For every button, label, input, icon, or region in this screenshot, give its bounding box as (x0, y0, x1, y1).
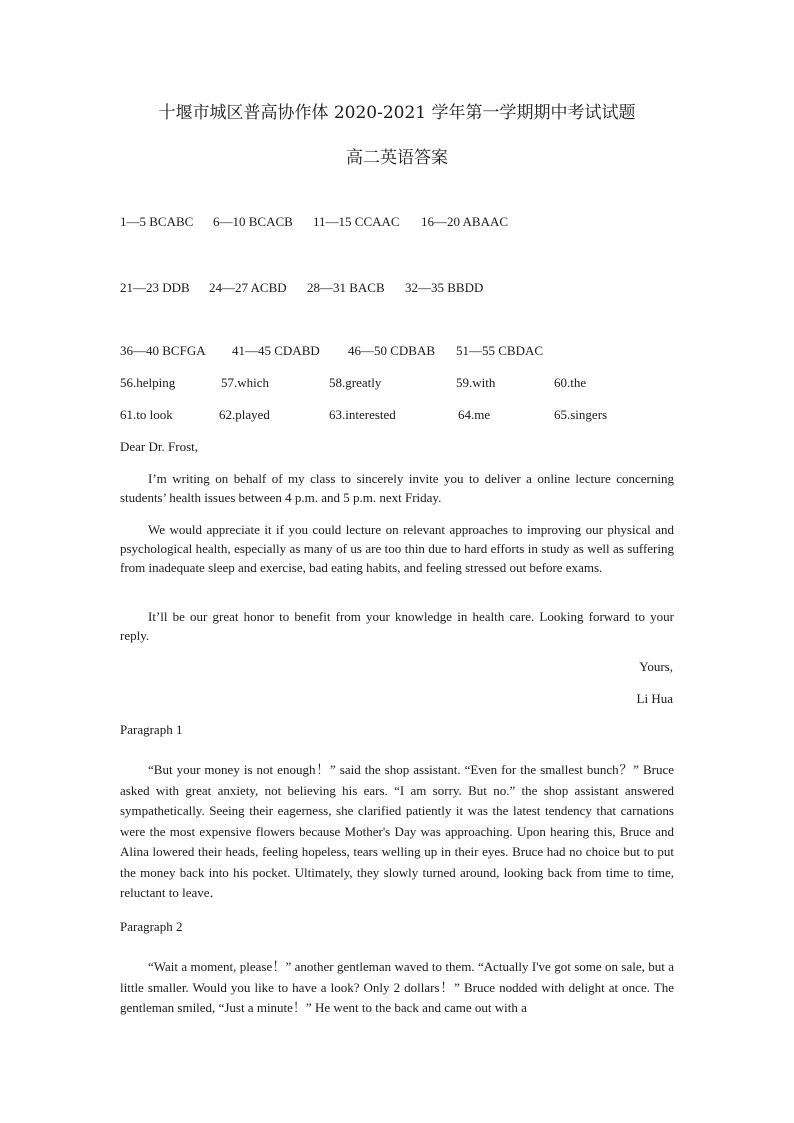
letter-greeting: Dear Dr. Frost, (120, 439, 198, 454)
letter-paragraph-1: I’m writing on behalf of my class to sincerely invite you to deliver a online lecture concerning students’ health issues between 4 p.m. and 5 p.m. next Friday. (120, 471, 674, 505)
fill-answer: 63.interested (329, 407, 396, 422)
letter-closing: Yours, (639, 659, 673, 674)
paragraph-1-heading: Paragraph 1 (120, 722, 183, 737)
answer-group: 36—40 BCFGA (120, 343, 206, 358)
fill-answer: 61.to look (120, 407, 173, 422)
page-title: 十堰市城区普高协作体 2020-2021 学年第一学期期中考试试题 (158, 103, 636, 123)
answer-group: 46—50 CDBAB (348, 343, 436, 358)
letter-paragraph-3: It’ll be our great honor to benefit from your knowledge in health care. Looking forward to your reply. (120, 609, 674, 643)
page-subtitle: 高二英语答案 (346, 148, 448, 168)
fill-answer: 65.singers (554, 407, 608, 422)
answer-group: 32—35 BBDD (405, 280, 484, 295)
fill-answer: 62.played (219, 407, 270, 422)
answer-group: 41—45 CDABD (232, 343, 320, 358)
fill-answer: 57.which (221, 375, 270, 390)
answer-group: 28—31 BACB (307, 280, 385, 295)
answer-group: 1—5 BCABC (120, 214, 194, 229)
letter-paragraph-2: We would appreciate it if you could lecture on relevant approaches to improving our physical and psychological health, especially as many of us are too thin due to hard efforts in study as well as suffering from inadequate sleep and exercise, bad eating habits, and feeling stressed out before exams. (120, 522, 674, 575)
fill-answer: 58.greatly (329, 375, 382, 390)
continuation-paragraph-2: “Wait a moment, please！” another gentleman waved to them. “Actually I've got some on sale, but a little smaller. Would you like to have a look? Only 2 dollars！” Bruce nodded with delight at once. The gentleman smiled, “Just a minute！” He went to the back and came out with a (120, 959, 674, 1015)
fill-answer: 56.helping (120, 375, 176, 390)
answer-group: 21—23 DDB (120, 280, 190, 295)
answer-group: 6—10 BCACB (213, 214, 293, 229)
fill-answer: 64.me (458, 407, 491, 422)
answer-group: 16—20 ABAAC (421, 214, 509, 229)
letter-signature: Li Hua (636, 691, 673, 706)
answer-group: 11—15 CCAAC (313, 214, 400, 229)
answer-group: 51—55 CBDAC (456, 343, 544, 358)
fill-answer: 60.the (554, 375, 587, 390)
paragraph-2-heading: Paragraph 2 (120, 919, 183, 934)
answer-group: 24—27 ACBD (209, 280, 287, 295)
fill-answer: 59.with (456, 375, 496, 390)
continuation-paragraph-1: “But your money is not enough！” said the shop assistant. “Even for the smallest bunch？” Bruce asked with great anxiety, not believing his ears. “I am sorry. But no.” the shop assistant answered sympathetically. Seeing their eagerness, she clarified patiently it was the latest tendency that carnations were the most expensive flowers because Mother's Day was approaching. Upon hearing this, Bruce and Alina lowered their heads, feeling hopeless, tears welling up in their eyes. Bruce had no choice but to put the money back into his pocket. Ultimately, they slowly turned around, looking back from time to time, reluctant to leave． (120, 762, 674, 900)
